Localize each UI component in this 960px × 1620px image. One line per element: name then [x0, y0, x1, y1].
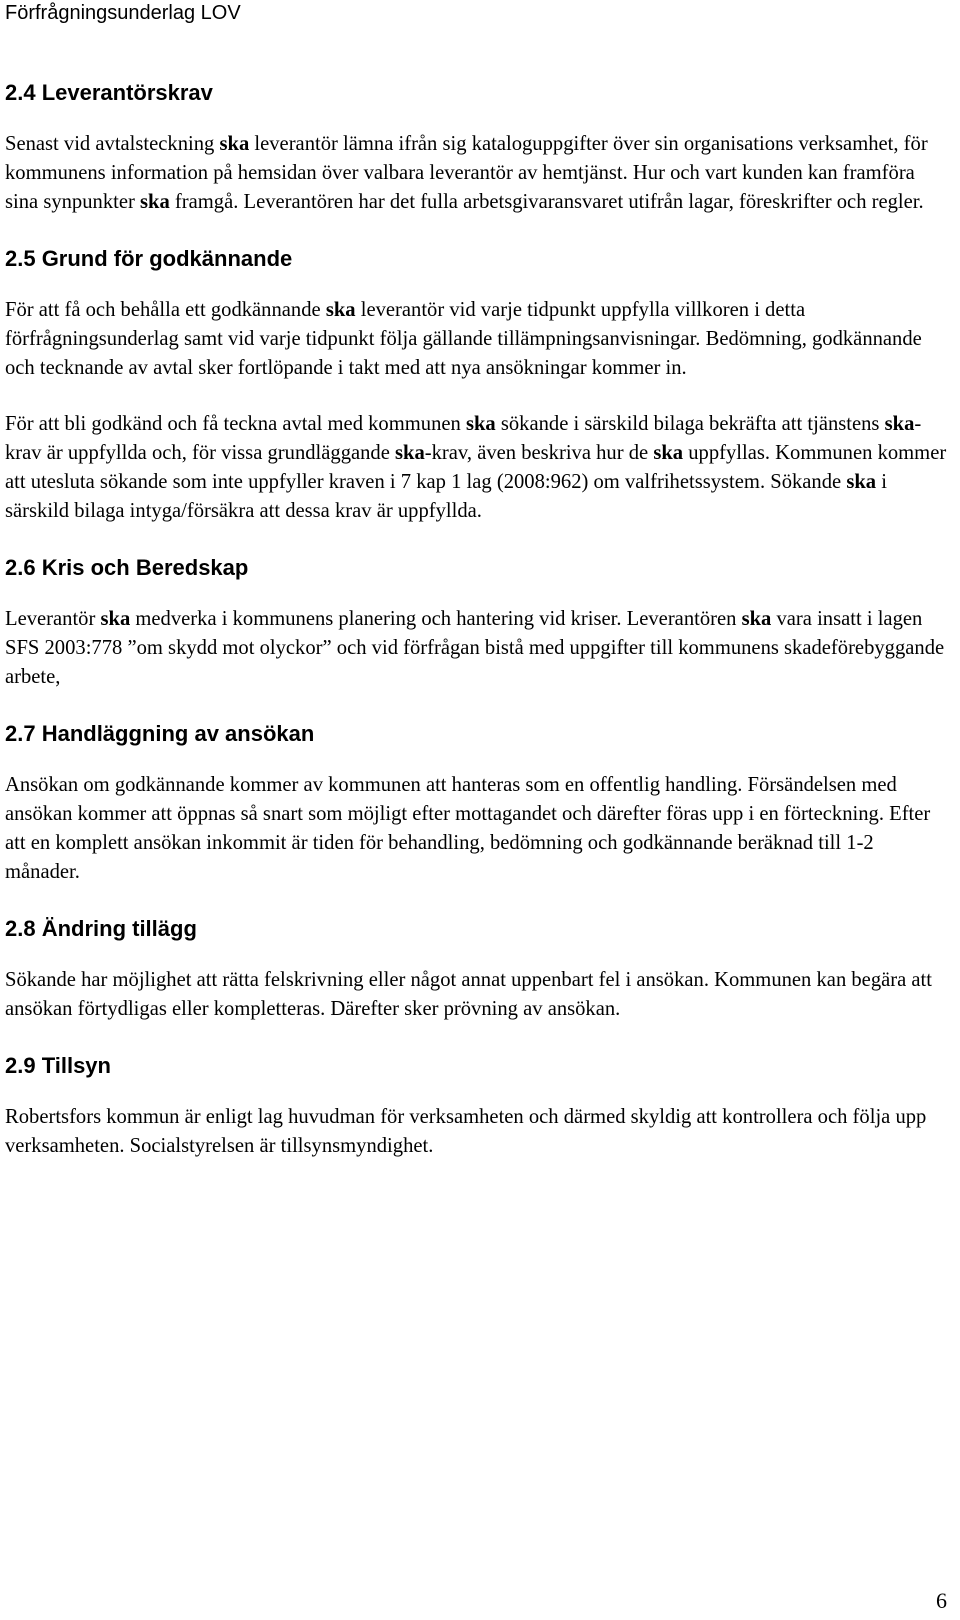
paragraph-text: För att få och behålla ett godkännande: [5, 299, 326, 321]
section-heading: 2.6 Kris och Beredskap: [5, 555, 249, 580]
emphasis-text: ska: [653, 442, 684, 464]
body-paragraph: [5, 410, 950, 526]
emphasis-text: ska: [219, 133, 250, 155]
section: [5, 914, 950, 1024]
paragraph-text: leverantör lämna ifrån sig kataloguppgifter över sin organisations verksamhet, för kommunens information på hemsidan över valbara leverantör av hemtjänst. Hur och vart kunden kan framföra sina synpunkter: [5, 133, 928, 213]
body-paragraph: [5, 966, 950, 1024]
section-heading: 2.9 Tillsyn: [5, 1053, 111, 1078]
section: [5, 244, 950, 526]
section-heading: 2.8 Ändring tillägg: [5, 916, 197, 941]
emphasis-text: ska: [465, 413, 496, 435]
paragraph-text: i särskild bilaga intyga/försäkra att dessa krav är uppfyllda.: [5, 471, 887, 522]
section-heading: 2.4 Leverantörskrav: [5, 80, 213, 105]
emphasis-text: ska: [884, 413, 915, 435]
paragraph-text: medverka i kommunens planering och hantering vid kriser. Leverantören: [130, 608, 742, 630]
emphasis-text: ska: [140, 191, 170, 213]
section-heading: 2.7 Handläggning av ansökan: [5, 721, 315, 746]
paragraph-text: leverantör vid varje tidpunkt uppfylla villkoren i detta förfrågningsunderlag samt vid varje tidpunkt följa gällande tillämpningsanvisningar. Bedömning, godkännande och tecknande av avtal sker fortlöpande i takt med att nya ansökningar kommer in.: [5, 299, 922, 379]
paragraph-text: Ansökan om godkännande kommer av kommunen att hanteras som en offentlig handling. Försändelsen med ansökan kommer att öppnas så snart som möjligt efter mottagandet och därefter föras upp i en förteckning. Efter att en komplett ansökan inkommit är tiden för behandling, bedömning och godkännande beräknad till 1-2 månader.: [5, 774, 931, 883]
body-paragraph: [5, 296, 950, 383]
paragraph-text: sökande i särskild bilaga bekräfta att tjänstens: [495, 413, 885, 435]
paragraph-text: Leverantör: [5, 608, 101, 630]
paragraph-text: uppfyllas. Kommunen kommer att utesluta sökande som inte uppfyller kraven i 7 kap 1 lag (2008:962) om valfrihetssystem. Sökande: [5, 442, 947, 493]
section: [5, 719, 950, 887]
emphasis-text: ska: [100, 608, 131, 630]
paragraph-text: Sökande har möjlighet att rätta felskrivning eller något annat uppenbart fel i ansökan. Kommunen kan begära att ansökan förtydligas eller kompletteras. Därefter sker prövning av ansökan.: [5, 969, 932, 1020]
document-header: Förfrågningsunderlag LOV: [5, 2, 241, 24]
section: [5, 1051, 950, 1161]
section-heading: 2.5 Grund för godkännande: [5, 246, 293, 271]
paragraph-text: -krav är uppfyllda och, för vissa grundläggande: [5, 413, 922, 464]
body-paragraph: [5, 1103, 950, 1161]
section: [5, 78, 950, 217]
paragraph-text: För att bli godkänd och få teckna avtal med kommunen: [5, 413, 466, 435]
paragraph-text: Robertsfors kommun är enligt lag huvudman för verksamheten och därmed skyldig att kontrollera och följa upp verksamheten. Socialstyrelsen är tillsynsmyndighet.: [5, 1106, 927, 1157]
body-paragraph: [5, 605, 950, 692]
page-number: 6: [936, 1588, 947, 1613]
body-paragraph: [5, 130, 950, 217]
emphasis-text: ska: [395, 442, 425, 464]
paragraph-text: vara insatt i lagen SFS 2003:778 ”om skydd mot olyckor” och vid förfrågan bistå med uppgifter till kommunens skadeförebyggande arbete,: [5, 608, 945, 688]
paragraph-text: framgå. Leverantören har det fulla arbetsgivaransvaret utifrån lagar, föreskrifter och regler.: [169, 191, 924, 213]
section: [5, 553, 950, 692]
paragraph-text: Senast vid avtalsteckning: [5, 133, 220, 155]
emphasis-text: ska: [741, 608, 772, 630]
emphasis-text: ska: [846, 471, 877, 493]
body-paragraph: [5, 771, 950, 887]
document-body: [5, 78, 950, 1188]
emphasis-text: ska: [325, 299, 356, 321]
paragraph-text: -krav, även beskriva hur de: [424, 442, 654, 464]
